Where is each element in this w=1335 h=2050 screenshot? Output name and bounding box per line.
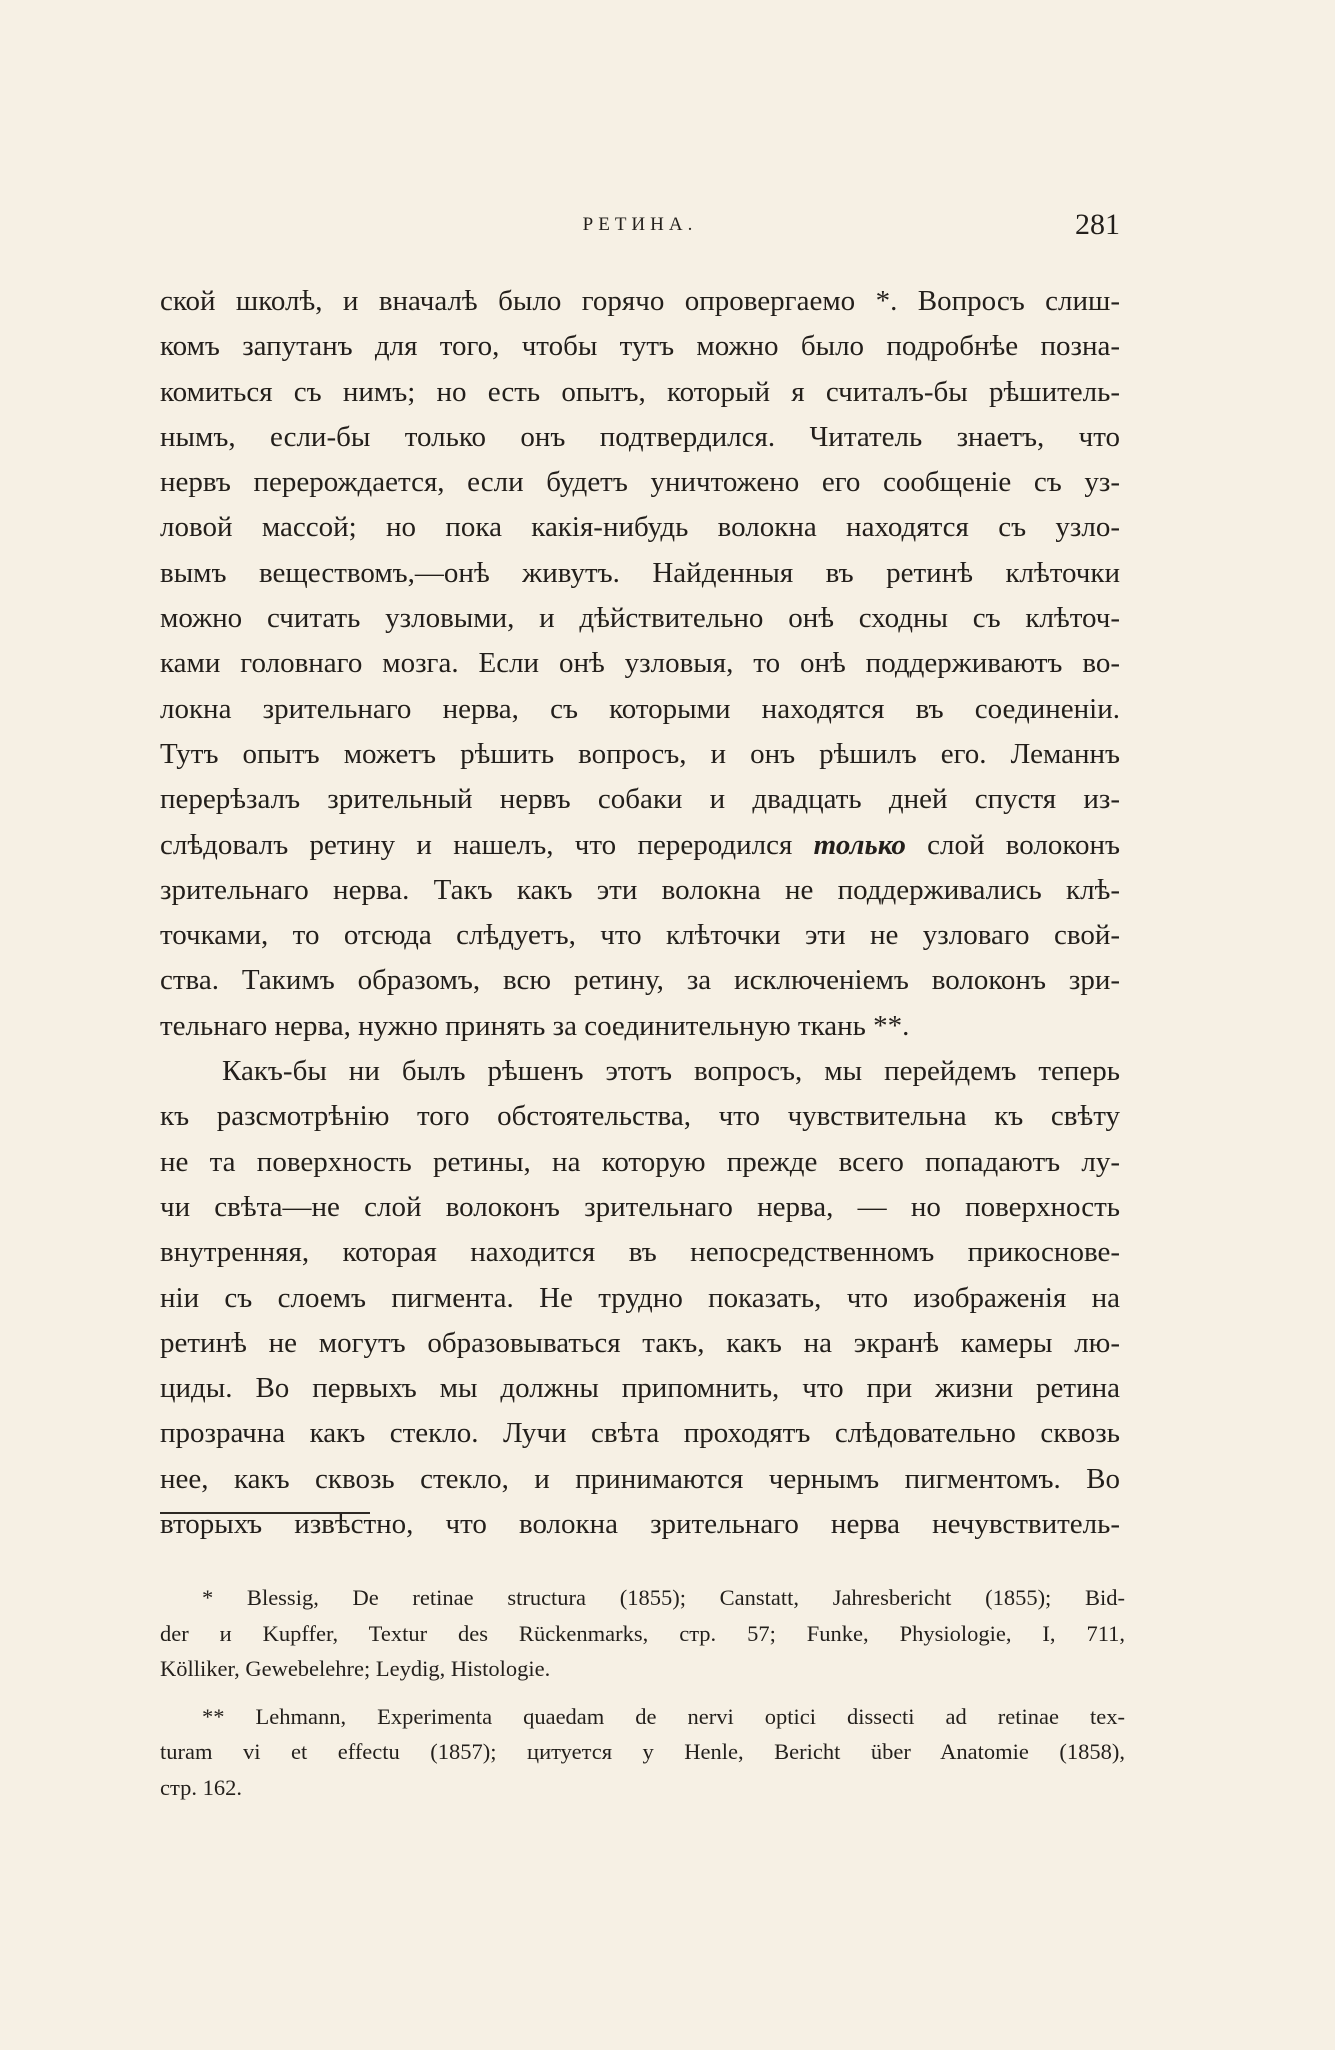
text-line-with-emphasis	[160, 823, 1120, 868]
text-line: внутренняя, которая находится въ непосредственномъ прикоснове-	[160, 1236, 1120, 1269]
text-line: можно считать узловыми, и дѣйствительно онѣ сходны съ клѣточ-	[160, 602, 1120, 635]
text-line: локна зрительнаго нерва, съ которыми находятся въ соединеніи.	[160, 692, 1120, 725]
text-line: ретинѣ не могутъ образовываться такъ, какъ на экранѣ камеры лю-	[160, 1326, 1120, 1359]
footnotes	[160, 1580, 1125, 1817]
emphasis-word: только	[813, 828, 906, 861]
text-line: ніи съ слоемъ пигмента. Не трудно показать, что изображенія на	[160, 1281, 1120, 1314]
footnote-line: Kölliker, Gewebelehre; Leydig, Histologie.	[160, 1656, 551, 1681]
paragraph-start-line: Какъ-бы ни былъ рѣшенъ этотъ вопросъ, мы перейдемъ теперь	[222, 1055, 1120, 1088]
running-head	[160, 208, 1120, 248]
running-title: РЕТИНА.	[582, 214, 698, 235]
text-line: Тутъ опытъ можетъ рѣшить вопросъ, и онъ рѣшилъ его. Леманнъ	[160, 737, 1120, 770]
footnote-line: der и Kupffer, Textur des Rückenmarks, стр. 57; Funke, Physiologie, I, 711,	[160, 1620, 1125, 1646]
text-line: перерѣзалъ зрительный нервъ собаки и двадцать дней спустя из-	[160, 783, 1120, 816]
footnote-line: стр. 162.	[160, 1774, 242, 1800]
footnote-line: * Blessig, De retinae structura (1855); Canstatt, Jahresbericht (1855); Bid-	[202, 1585, 1125, 1610]
text-line: ской школѣ, и вначалѣ было горячо опровергаемо *. Вопросъ слиш-	[160, 285, 1120, 317]
text-line: комъ запутанъ для того, чтобы тутъ можно было подробнѣе позна-	[160, 330, 1120, 363]
text-line: нее, какъ сквозь стекло, и принимаются чернымъ пигментомъ. Во	[160, 1462, 1120, 1495]
text-line: тельнаго нерва, нужно принять за соединительную ткань **.	[160, 1009, 910, 1042]
text-line: комиться съ нимъ; но есть опытъ, который я считалъ-бы рѣшитель-	[160, 375, 1120, 408]
text-segment: слой волоконъ	[927, 828, 1121, 861]
text-line: вымъ веществомъ,—онѣ живутъ. Найденныя въ ретинѣ клѣточки	[160, 556, 1120, 589]
text-line: ками головнаго мозга. Если онѣ узловыя, то онѣ поддерживаютъ во-	[160, 647, 1120, 680]
text-line: нымъ, если-бы только онъ подтвердился. Читатель знаетъ, что	[160, 420, 1120, 453]
footnote-line: ** Lehmann, Experimenta quaedam de nervi optici dissecti ad retinae tex-	[202, 1703, 1125, 1729]
footnote-line: turam vi et effectu (1857); цитуется у Henle, Bericht über Anatomie (1858),	[160, 1739, 1125, 1764]
footnote-separator	[160, 1512, 370, 1514]
text-segment: слѣдовалъ ретину и нашелъ, что переродился	[160, 828, 793, 861]
text-line: ства. Такимъ образомъ, всю ретину, за исключеніемъ волоконъ зри-	[160, 964, 1120, 997]
page-number: 281	[1075, 208, 1120, 241]
text-line: вторыхъ извѣстно, что волокна зрительнаго нерва нечувствитель-	[160, 1508, 1120, 1541]
text-line: ловой массой; но пока какія-нибудь волокна находятся съ узло-	[160, 511, 1120, 544]
body-text	[160, 279, 1120, 1547]
text-line: циды. Во первыхъ мы должны припомнить, что при жизни ретина	[160, 1372, 1120, 1405]
text-line: къ разсмотрѣнію того обстоятельства, что чувствительна къ свѣту	[160, 1100, 1120, 1133]
footnote-2	[160, 1699, 1125, 1806]
text-line: прозрачна какъ стекло. Лучи свѣта проходятъ слѣдовательно сквозь	[160, 1417, 1120, 1450]
footnote-1	[160, 1580, 1125, 1687]
text-line: чи свѣта—не слой волоконъ зрительнаго нерва, — но поверхность	[160, 1190, 1120, 1223]
text-line: нервъ перерождается, если будетъ уничтожено его сообщеніе съ уз-	[160, 466, 1120, 499]
text-line: не та поверхность ретины, на которую прежде всего попадаютъ лу-	[160, 1145, 1120, 1178]
text-line: точками, то отсюда слѣдуетъ, что клѣточки эти не узловаго свой-	[160, 919, 1120, 952]
text-line: зрительнаго нерва. Такъ какъ эти волокна не поддерживались клѣ-	[160, 873, 1120, 906]
